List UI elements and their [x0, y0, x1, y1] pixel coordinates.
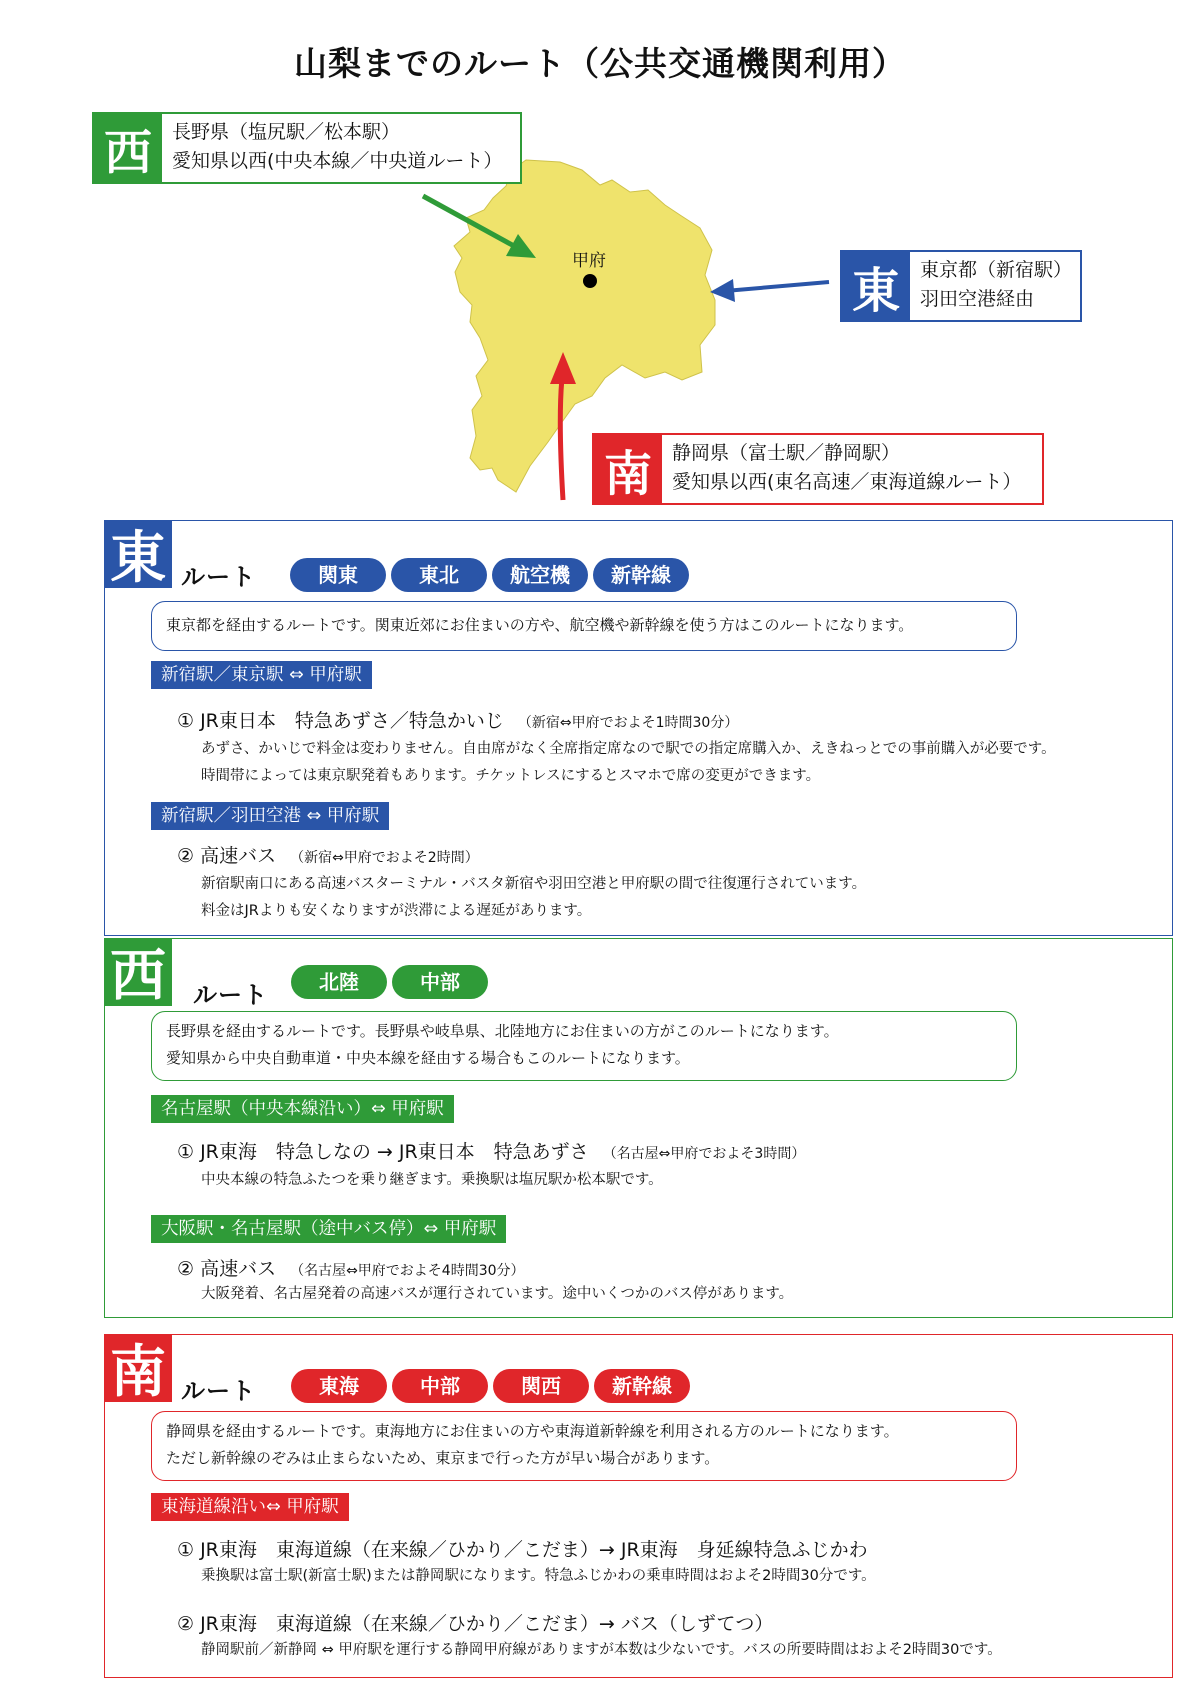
south-tag: 中部 [392, 1369, 488, 1403]
east-desc-line: 東京都を経由するルートです。関東近郊にお住まいの方や、航空機や新幹線を使う方はこのルートになります。 [166, 616, 914, 634]
east-callout-line-2: 羽田空港経由 [920, 288, 1035, 310]
south-route-2-item: ② JR東海 東海道線（在来線／ひかり／こだま）→ バス（しずてつ） [177, 1613, 774, 1635]
south-callout-line-1: 静岡県（富士駅／静岡駅） [672, 442, 901, 464]
east-route-1-note: 時間帯によっては東京駅発着もあります。チケットレスにするとスマホで席の変更ができます。 [201, 768, 821, 784]
west-route-word: ルート [193, 981, 268, 1009]
south-route-section [104, 1334, 1173, 1678]
west-route-1-bar: 名古屋駅（中央本線沿い）⇔ 甲府駅 [151, 1095, 454, 1123]
east-route-2-bar: 新宿駅／羽田空港 ⇔ 甲府駅 [151, 802, 389, 830]
west-tag: 中部 [392, 965, 488, 999]
west-tags [291, 965, 493, 999]
south-tag: 東海 [291, 1369, 387, 1403]
kofu-marker [583, 274, 597, 288]
east-route-2-time: （新宿⇔甲府でおよそ2時間） [290, 850, 479, 866]
east-route-1-note: あずさ、かいじで料金は変わりません。自由席がなく全席指定席なので駅での指定席購入か、えきねっとでの事前購入が必要です。 [201, 741, 1056, 757]
south-tags [291, 1369, 695, 1403]
east-tag: 新幹線 [593, 558, 689, 592]
west-route-2-note: 大阪発着、名古屋発着の高速バスが運行されています。途中いくつかのバス停があります。 [201, 1286, 794, 1302]
east-tags [290, 558, 694, 592]
east-route-2-item [177, 841, 479, 868]
west-route-section [104, 938, 1173, 1318]
west-desc-line: 愛知県から中央自動車道・中央本線を経由する場合もこのルートになります。 [166, 1049, 690, 1067]
west-callout-line-2: 愛知県以西(中央本線／中央道ルート） [172, 150, 503, 172]
south-route-1-notes [201, 1563, 876, 1590]
west-section-kanji: 西 [104, 938, 172, 1006]
west-route-2-title: ② 高速バス [177, 1258, 277, 1280]
south-description [151, 1411, 1017, 1481]
west-route-1-title: ① JR東海 特急しなの → JR東日本 特急あずさ [177, 1141, 589, 1163]
east-route-2-note: 料金はJRよりも安くなりますが渋滞による遅延があります。 [201, 903, 592, 919]
east-route-2-notes [201, 871, 866, 925]
page-title: 山梨までのルート（公共交通機関利用） [294, 44, 906, 83]
west-tag: 北陸 [291, 965, 387, 999]
east-tag: 航空機 [492, 558, 588, 592]
east-route-section [104, 520, 1173, 936]
south-route-word: ルート [181, 1377, 256, 1405]
south-callout-line-2: 愛知県以西(東名高速／東海道線ルート） [672, 471, 1022, 493]
south-tag: 関西 [493, 1369, 589, 1403]
south-desc-line: ただし新幹線のぞみは止まらないため、東京まで行った方が早い場合があります。 [166, 1449, 720, 1467]
west-route-2-notes [201, 1281, 793, 1308]
west-callout [92, 112, 522, 184]
east-route-1-notes [201, 736, 1056, 790]
east-callout [840, 250, 1082, 322]
city-label: 甲府 [572, 251, 606, 271]
south-callout [592, 433, 1044, 505]
west-route-2-bar: 大阪駅・名古屋駅（途中バス停）⇔ 甲府駅 [151, 1215, 506, 1243]
east-section-kanji: 東 [104, 520, 172, 588]
east-route-word: ルート [181, 563, 256, 591]
south-section-kanji: 南 [104, 1334, 172, 1402]
west-desc-line: 長野県を経由するルートです。長野県や岐阜県、北陸地方にお住まいの方がこのルートになります。 [166, 1022, 839, 1040]
east-route-1-bar: 新宿駅／東京駅 ⇔ 甲府駅 [151, 661, 372, 689]
east-callout-line-1: 東京都（新宿駅） [920, 259, 1073, 281]
east-route-1-time: （新宿⇔甲府でおよそ1時間30分） [517, 715, 739, 731]
west-route-2-item [177, 1254, 525, 1281]
south-route-1-item: ① JR東海 東海道線（在来線／ひかり／こだま）→ JR東海 身延線特急ふじかわ [177, 1539, 868, 1561]
east-route-1-item [177, 706, 738, 733]
south-tag: 新幹線 [594, 1369, 690, 1403]
east-description [151, 601, 1017, 651]
west-kanji-badge: 西 [94, 114, 162, 182]
east-route-2-title: ② 高速バス [177, 845, 277, 867]
east-kanji-badge: 東 [842, 252, 910, 320]
south-route-2-notes [201, 1637, 1002, 1664]
west-route-1-item [177, 1137, 805, 1164]
south-kanji-badge: 南 [594, 435, 662, 503]
south-desc-line: 静岡県を経由するルートです。東海地方にお住まいの方や東海道新幹線を利用される方のルートになります。 [166, 1422, 899, 1440]
south-route-2-note: 静岡駅前／新静岡 ⇔ 甲府駅を運行する静岡甲府線がありますが本数は少ないです。バスの所要時間はおよそ2時間30です。 [201, 1642, 1002, 1658]
west-route-1-note: 中央本線の特急ふたつを乗り継ぎます。乗換駅は塩尻駅か松本駅です。 [201, 1172, 663, 1188]
east-tag: 東北 [391, 558, 487, 592]
south-route-1-note: 乗換駅は富士駅(新富士駅)または静岡駅になります。特急ふじかわの乗車時間はおよそ2時間30分です。 [201, 1568, 876, 1584]
west-route-2-time: （名古屋⇔甲府でおよそ4時間30分） [290, 1263, 525, 1279]
west-callout-line-1: 長野県（塩尻駅／松本駅） [172, 121, 401, 143]
west-route-1-notes [201, 1167, 663, 1194]
east-tag: 関東 [290, 558, 386, 592]
east-route-1-title: ① JR東日本 特急あずさ／特急かいじ [177, 710, 504, 732]
west-description [151, 1011, 1017, 1081]
south-route-bar: 東海道線沿い⇔ 甲府駅 [151, 1493, 349, 1521]
west-route-1-time: （名古屋⇔甲府でおよそ3時間） [602, 1146, 806, 1162]
east-route-2-note: 新宿駅南口にある高速バスターミナル・バスタ新宿や羽田空港と甲府駅の間で往復運行されています。 [201, 876, 867, 892]
